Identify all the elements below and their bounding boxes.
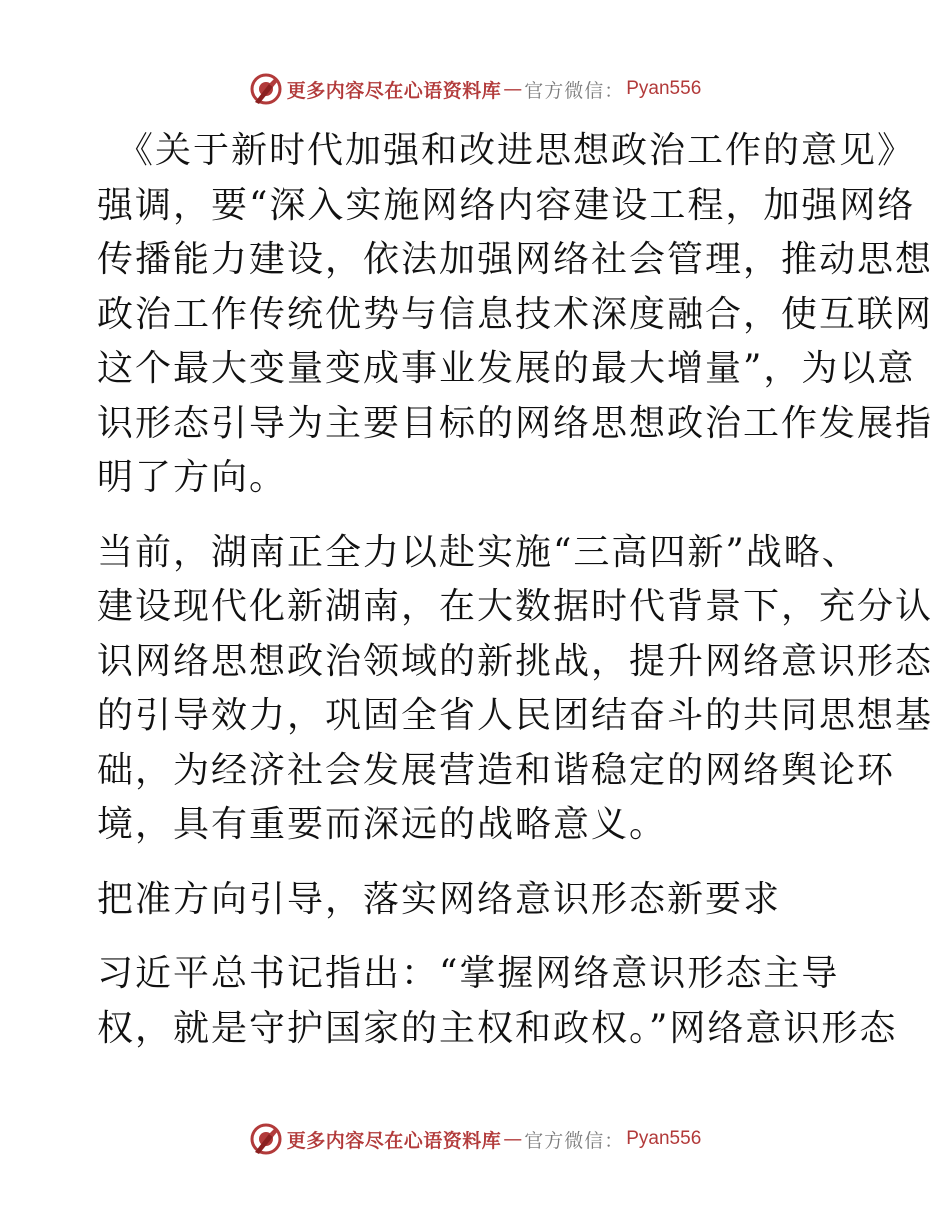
text-line: 识形态引导为主要目标的网络思想政治工作发展指 <box>97 402 934 444</box>
watermark-wechat-id: Pyan556 <box>626 1128 702 1149</box>
watermark-official-label: 官方微信： <box>524 1129 625 1152</box>
text-line: 传播能力建设，依法加强网络社会管理，推动思想 <box>97 239 934 280</box>
text-line: 习近平总书记指出：“掌握网络意识形态主导 <box>97 953 840 994</box>
paragraph <box>97 124 934 506</box>
text-line: 《关于新时代加强和改进思想政治工作的意见》 <box>117 130 916 171</box>
text-line: 建设现代化新湖南，在大数据时代背景下，充分认 <box>97 586 934 627</box>
text-line: 识网络思想政治领域的新挑战，提升网络意识形态 <box>97 640 934 682</box>
pen-logo-icon <box>249 1122 283 1156</box>
text-line: 境，具有重要而深远的战略意义。 <box>97 804 668 845</box>
heading-line: 把准方向引导，落实网络意识形态新要求 <box>97 878 782 920</box>
text-line: 权，就是守护国家的主权和政权。”网络意识形态 <box>97 1007 898 1049</box>
section-heading <box>97 873 857 928</box>
text-line: 这个最大变量变成事业发展的最大增量”，为以意 <box>97 348 916 389</box>
text-line: 强调，要“深入实施网络内容建设工程，加强网络 <box>97 184 916 226</box>
watermark-separator: — <box>503 78 523 100</box>
watermark-wechat-id: Pyan556 <box>626 78 702 99</box>
paragraph <box>97 947 898 1056</box>
watermark-brand: 更多内容尽在心语资料库 <box>286 79 502 102</box>
text-line: 当前，湖南正全力以赴实施“三高四新”战略、 <box>97 531 860 573</box>
header-watermark <box>0 72 950 106</box>
paragraph <box>97 526 934 853</box>
footer-watermark <box>0 1122 950 1156</box>
document-body <box>97 124 934 1056</box>
text-line: 础，为经济社会发展营造和谐稳定的网络舆论环 <box>97 749 896 791</box>
watermark-official-label: 官方微信： <box>524 79 625 102</box>
watermark-separator: — <box>503 1128 523 1150</box>
watermark-brand: 更多内容尽在心语资料库 <box>286 1129 502 1152</box>
text-line: 明了方向。 <box>97 457 288 498</box>
text-line: 的引导效力，巩固全省人民团结奋斗的共同思想基 <box>97 695 934 736</box>
text-line: 政治工作传统优势与信息技术深度融合，使互联网 <box>97 293 934 335</box>
pen-logo-icon <box>249 72 283 106</box>
